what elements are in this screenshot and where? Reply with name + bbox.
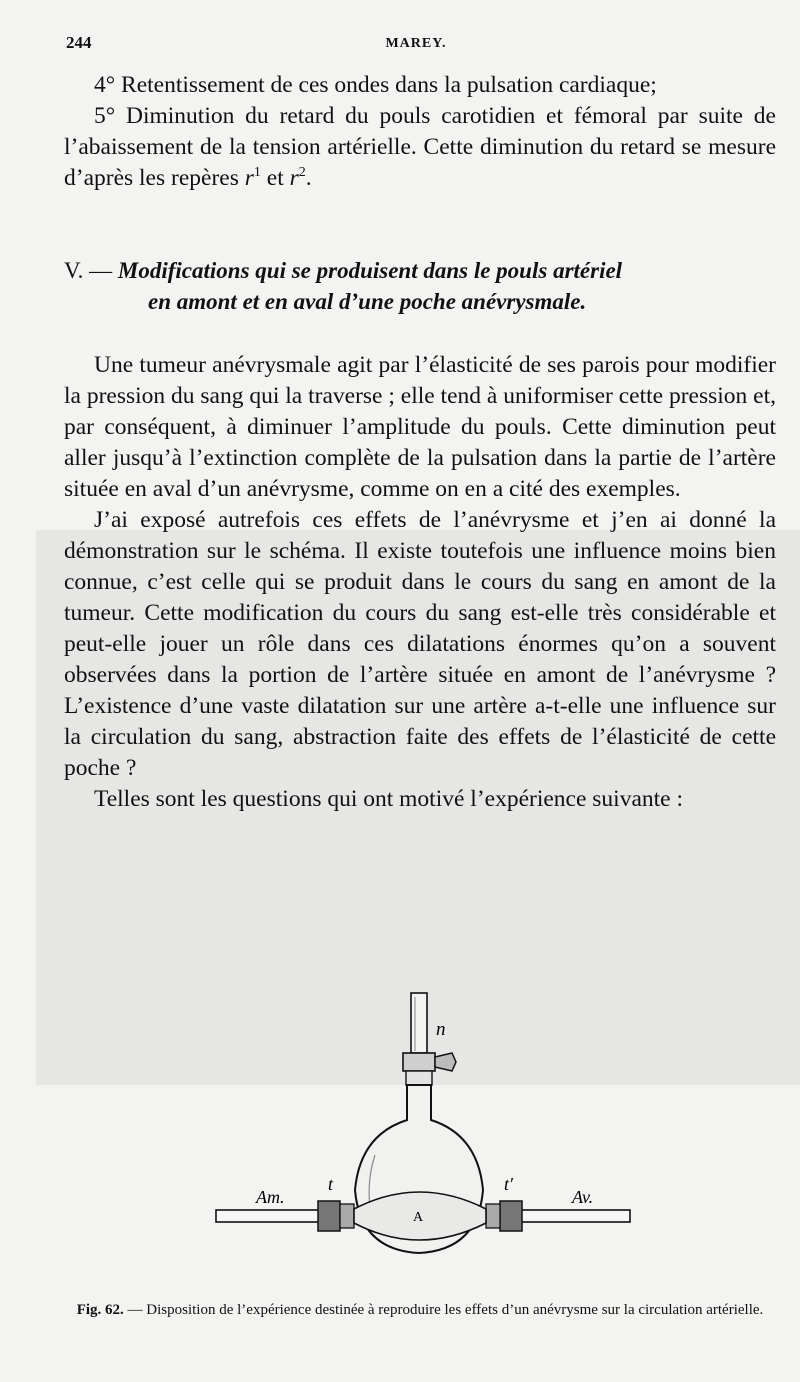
paragraph: Une tumeur anévrysmale agit par l’élasticité de ses parois pour modifier la pression du sang qui la traverse ; elle tend à uniformiser cette pression et, par conséquent, à diminuer l’amplitude du pouls. Cette diminution peut aller jusqu’à l’extinction complète de la pulsation dans la partie de l’artère située en aval d’un anévrysme, comme on en a cité des exemples. xyxy=(64,352,776,502)
body-text xyxy=(64,350,776,815)
stopcock-handle xyxy=(435,1053,456,1071)
stopcock xyxy=(403,1053,435,1071)
page-number: 244 xyxy=(66,33,92,52)
coupling-t xyxy=(318,1201,340,1231)
section-title-line-2: en amont et en aval d’une poche anévrysmale. xyxy=(148,289,587,314)
enumerated-items xyxy=(64,70,776,194)
paragraph: J’ai exposé autrefois ces effets de l’anévrysme et j’en ai donné la démonstration sur le schéma. Il existe toutefois une influence moins bien connue, c’est celle qui se produit dans le cours du sang en amont de la tumeur. Cette modification du cours du sang est-elle très considérable et peut-elle jouer un rôle dans ces dilatations énormes qu’on a souvent observées dans la portion de l’artère située en amont de l’anévrysme ? L’existence d’une vaste dilatation sur une artère a-t-elle une influence sur la circulation du sang, abstraction faite des effets de l’élasticité de cette poche ? xyxy=(64,507,776,781)
inflow-pipe xyxy=(216,1210,326,1222)
label-a: A xyxy=(413,1210,424,1225)
figure-caption xyxy=(70,1300,770,1321)
label-t-prime: t′ xyxy=(504,1174,513,1194)
label-t: t xyxy=(328,1174,334,1194)
item-4: 4° Retentissement de ces ondes dans la pulsation cardiaque; xyxy=(94,72,657,98)
outflow-pipe xyxy=(512,1210,630,1222)
caption-label: Fig. 62. xyxy=(76,1302,124,1318)
vertical-tube xyxy=(411,993,427,1053)
section-title-line-1: Modifications qui se produisent dans le pouls artériel xyxy=(117,258,623,283)
running-header xyxy=(66,33,766,57)
section-number: V. — xyxy=(64,258,113,283)
label-av: Av. xyxy=(572,1187,594,1207)
caption-text: — Disposition de l’expérience destinée à reproduire les effets d’un anévrysme sur la circulation artérielle. xyxy=(127,1302,764,1318)
aneurysm-apparatus-figure xyxy=(200,985,640,1255)
coupling-t-prime xyxy=(500,1201,522,1231)
section-heading xyxy=(64,255,776,317)
label-am: Am. xyxy=(256,1187,285,1207)
running-title: MAREY. xyxy=(385,36,447,51)
paragraph: Telles sont les questions qui ont motivé l’expérience suivante : xyxy=(94,786,683,812)
item-5: 5° Diminution du retard du pouls carotidien et fémoral par suite de l’abaissement de la tension artérielle. Cette diminution du retard se mesure d’après les repères $r^1$ et $r^2$. xyxy=(64,103,776,191)
label-n: n xyxy=(436,1019,446,1040)
